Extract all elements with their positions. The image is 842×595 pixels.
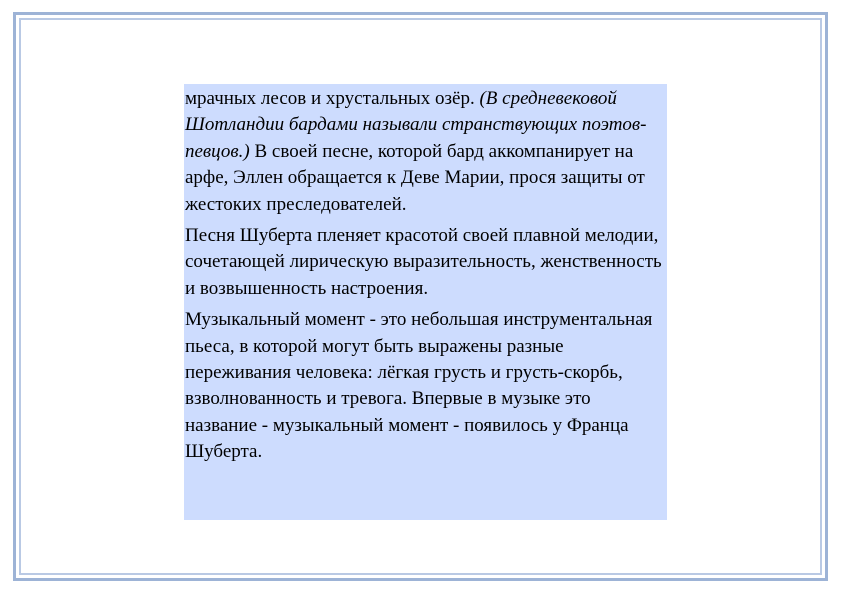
text-box xyxy=(184,84,667,520)
bard-definition-note: (В средневековой Шотландии бардами называли странствующих поэтов-певцов.) xyxy=(185,88,647,162)
paragraph-1-start: мрачных лесов и хрустальных озёр. xyxy=(185,88,480,109)
paragraph-song-melody: Песня Шуберта пленяет красотой своей плавной мелодии, сочетающей лирическую выразительность, женственность и возвышенность настроения. xyxy=(185,225,662,299)
paragraph-musical-moment: Музыкальный момент - это небольшая инструментальная пьеса, в которой могут быть выражены разные переживания человека: лёгкая грусть и грусть-скорбь, взволнованность и тревога. Впервые в музыке это название - музыкальный момент - появилось у Франца Шуберта. xyxy=(185,309,653,463)
paragraph-1-end: В своей песне, которой бард аккомпанирует на арфе, Эллен обращается к Деве Марии, прося защиты от жестоких преследователей. xyxy=(185,140,645,215)
paragraph-ellen-song xyxy=(185,86,663,218)
